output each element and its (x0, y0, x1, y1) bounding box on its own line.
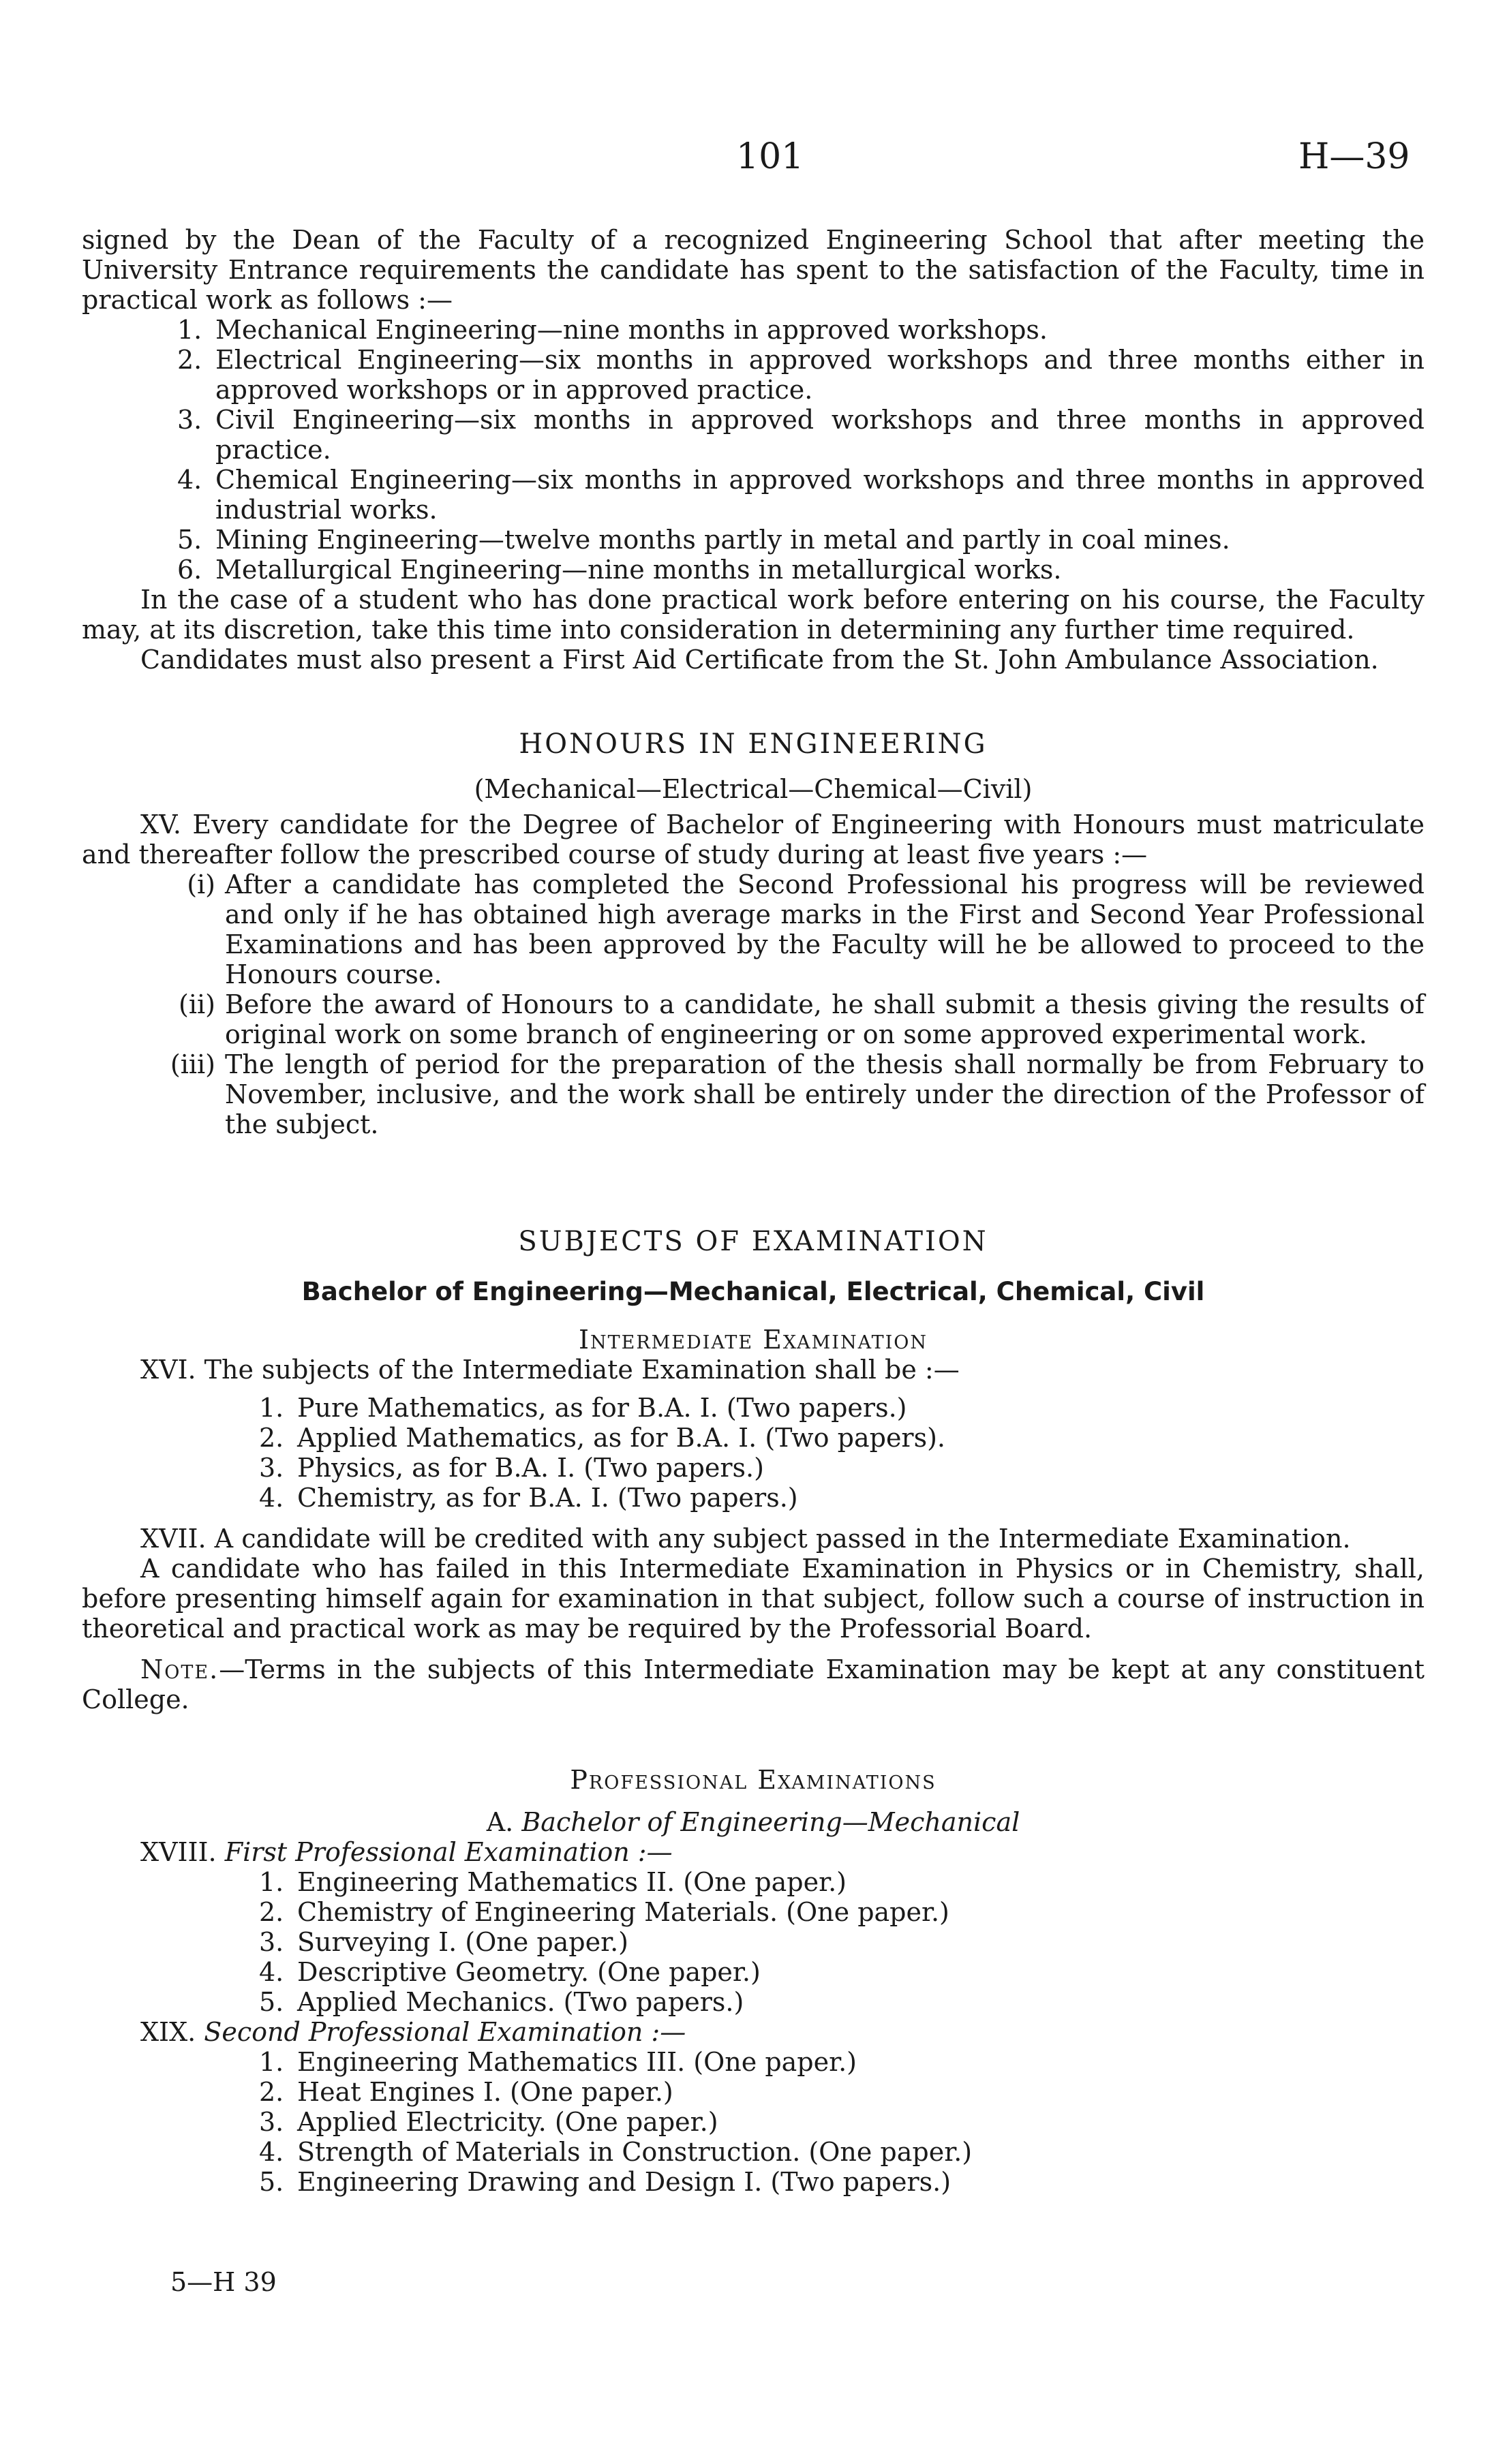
practical-work-paragraph: In the case of a student who has done practical work before entering on his course, the Faculty may, at its discretion, take this time into consideration in determining any further time required. (82, 585, 1425, 645)
list-item: (i) After a candidate has completed the Second Professional his progress will be reviewed and only if he has obtained high average marks in the First and Second Year Professional Examinations and has been approved by the Faculty will he be allowed to proceed to the Honours course. (187, 869, 1425, 989)
failed-candidate-paragraph: A candidate who has failed in this Intermediate Examination in Physics or in Chemistry, shall, before presenting himself again for examination in that subject, follow such a course of instruction in theoretical and practical work as may be required by the Professorial Board. (82, 1554, 1425, 1644)
list-item: 5. Engineering Drawing and Design I. (Two papers.) (259, 2167, 952, 2197)
list-item: 1. Mechanical Engineering—nine months in approved workshops. (177, 315, 1048, 345)
professional-section (82, 1765, 1425, 2197)
list-item: 1. Engineering Mathematics III. (One paper.) (259, 2047, 857, 2077)
professional-subheading: A. Bachelor of Engineering—Mechanical (486, 1807, 1020, 1837)
list-item: 3. Civil Engineering—six months in approved workshops and three months in approved practice. (177, 405, 1425, 465)
note-paragraph (82, 1654, 1425, 1714)
printer-signature: 5—H 39 (170, 2267, 277, 2297)
clause-xviii: XVIII. First Professional Examination :— (140, 1837, 673, 1867)
clause-xv: XV. Every candidate for the Degree of Bachelor of Engineering with Honours must matriculate and thereafter follow the prescribed course of study during at least five years :— (82, 810, 1425, 869)
intermediate-heading: Intermediate Examination (578, 1325, 928, 1355)
list-item: 2. Chemistry of Engineering Materials. (One paper.) (259, 1897, 949, 1927)
clause-xvii: XVII. A candidate will be credited with any subject passed in the Intermediate Examination. (140, 1524, 1351, 1554)
honours-heading: HONOURS IN ENGINEERING (519, 728, 988, 760)
list-item: 3. Applied Electricity. (One paper.) (259, 2107, 718, 2137)
note-label: Note. (140, 1654, 219, 1684)
list-item: 4. Descriptive Geometry. (One paper.) (259, 1957, 761, 1987)
list-item: 5. Mining Engineering—twelve months partly in metal and partly in coal mines. (177, 525, 1230, 555)
document-reference: H—39 (1298, 136, 1410, 177)
list-item: 3. Surveying I. (One paper.) (259, 1927, 629, 1957)
list-item: (iii) The length of period for the preparation of the thesis shall normally be from February to November, inclusive, and the work shall be entirely under the direction of the Professor of the subject. (170, 1049, 1425, 1139)
page-number: 101 (736, 136, 804, 177)
intro-paragraph: signed by the Dean of the Faculty of a recognized Engineering School that after meeting the University Entrance requirements the candidate has spent to the satisfaction of the Faculty, time in practical work as follows :— (82, 225, 1425, 315)
note-text: —Terms in the subjects of this Intermediate Examination may be kept at any constituent College. (82, 1654, 1425, 1714)
clause-xvi: XVI. The subjects of the Intermediate Examination shall be :— (140, 1355, 960, 1385)
list-item: 2. Applied Mathematics, as for B.A. I. (Two papers). (259, 1423, 946, 1453)
clause-xix: XIX. Second Professional Examination :— (140, 2017, 686, 2047)
honours-section (82, 729, 1425, 1139)
subjects-subheading: Bachelor of Engineering—Mechanical, Electrical, Chemical, Civil (301, 1277, 1205, 1306)
list-item: 1. Engineering Mathematics II. (One paper.) (259, 1867, 847, 1897)
list-item: 1. Pure Mathematics, as for B.A. I. (Two papers.) (259, 1393, 907, 1423)
list-item: 4. Strength of Materials in Construction. (One paper.) (259, 2137, 973, 2167)
list-item: (ii) Before the award of Honours to a candidate, he shall submit a thesis giving the results of original work on some branch of engineering or on some approved experimental work. (179, 989, 1425, 1049)
list-item: 2. Electrical Engineering—six months in approved workshops and three months either in approved workshops or in approved practice. (177, 345, 1425, 405)
honours-subheading: (Mechanical—Electrical—Chemical—Civil) (474, 774, 1033, 804)
subjects-heading: SUBJECTS OF EXAMINATION (518, 1226, 988, 1257)
professional-heading: Professional Examinations (570, 1765, 937, 1795)
list-item: 6. Metallurgical Engineering—nine months in metallurgical works. (177, 555, 1062, 585)
list-item: 3. Physics, as for B.A. I. (Two papers.) (259, 1453, 764, 1483)
list-item: 4. Chemical Engineering—six months in approved workshops and three months in approved industrial works. (177, 465, 1425, 525)
list-item: 4. Chemistry, as for B.A. I. (Two papers.) (259, 1483, 798, 1513)
intro-section (82, 225, 1425, 675)
list-item: 2. Heat Engines I. (One paper.) (259, 2077, 673, 2107)
first-aid-paragraph: Candidates must also present a First Aid Certificate from the St. John Ambulance Association. (140, 645, 1379, 675)
subjects-section (82, 1227, 1425, 1714)
list-item: 5. Applied Mechanics. (Two papers.) (259, 1987, 744, 2017)
